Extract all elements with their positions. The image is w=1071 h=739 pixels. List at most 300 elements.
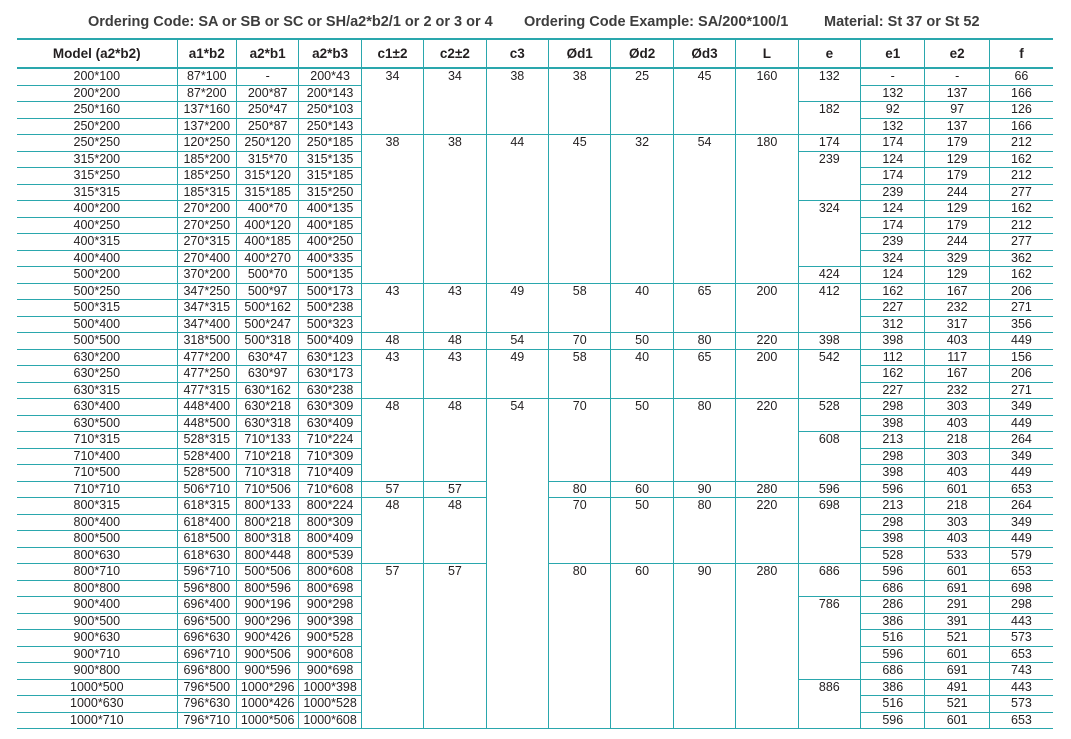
cell-model: 710*710 — [73, 481, 121, 496]
cell-f: 166 — [989, 118, 1053, 135]
cell-a1b2: 596*800 — [177, 580, 236, 597]
cell-L: 280 — [736, 564, 798, 729]
cell-a2b3: 250*143 — [299, 118, 361, 135]
cell-a1b2: 696*630 — [177, 630, 236, 647]
cell-c1: 57 — [361, 564, 423, 729]
cell-f: 162 — [989, 151, 1053, 168]
cell-e1: 386 — [861, 613, 925, 630]
cell-a1b2: 185*315 — [177, 184, 236, 201]
cell-e2: 97 — [925, 102, 989, 119]
cell-f: 449 — [989, 531, 1053, 548]
cell-f: 449 — [989, 415, 1053, 432]
cell-e1: 174 — [861, 135, 925, 152]
cell-f: 264 — [989, 432, 1053, 449]
cell-a2b1: 900*196 — [236, 597, 298, 614]
cell-model: 630*200 — [73, 349, 121, 364]
cell-e: 786 — [798, 597, 860, 680]
col-header-a2b3: a2*b3 — [299, 39, 361, 68]
cell-e: 174 — [798, 135, 860, 152]
table-row — [17, 68, 1053, 85]
cell-model: 500*200 — [73, 267, 121, 281]
cell-e2: 129 — [925, 151, 989, 168]
cell-model: 900*630 — [73, 630, 121, 644]
cell-e: 398 — [798, 333, 860, 350]
cell-e: 698 — [798, 498, 860, 564]
cell-a1b2: 506*710 — [177, 481, 236, 498]
cell-e1: 124 — [861, 201, 925, 218]
cell-e2: 303 — [925, 448, 989, 465]
cell-a2b1: 400*185 — [236, 234, 298, 251]
cell-a1b2: 448*400 — [177, 399, 236, 416]
cell-f: 449 — [989, 333, 1053, 350]
cell-model: 250*160 — [73, 102, 121, 116]
col-header-L: L — [736, 39, 798, 68]
cell-L: 180 — [736, 135, 798, 284]
dimensions-table — [17, 38, 1053, 729]
cell-e2: 117 — [925, 349, 989, 366]
cell-f: 298 — [989, 597, 1053, 614]
cell-d2: 25 — [611, 68, 673, 135]
table-row — [17, 349, 1053, 366]
cell-d2: 40 — [611, 349, 673, 399]
col-header-c3: c3 — [486, 39, 548, 68]
cell-a2b3: 400*335 — [299, 250, 361, 267]
cell-f: 126 — [989, 102, 1053, 119]
cell-e1: 239 — [861, 184, 925, 201]
cell-model: 900*710 — [73, 646, 121, 661]
cell-model: 250*250 — [73, 135, 121, 149]
col-header-e1: e1 — [861, 39, 925, 68]
table-body — [17, 68, 1053, 729]
cell-a2b1: 250*120 — [236, 135, 298, 152]
cell-a2b1: 1000*426 — [236, 696, 298, 713]
cell-a2b3: 900*528 — [299, 630, 361, 647]
cell-f: 653 — [989, 481, 1053, 498]
cell-model: 800*500 — [73, 531, 121, 545]
cell-a1b2: 796*630 — [177, 696, 236, 713]
col-header-model: Model (a2*b2) — [17, 39, 177, 68]
cell-a1b2: 185*250 — [177, 168, 236, 185]
cell-c1: 48 — [361, 399, 423, 482]
cell-e2: 244 — [925, 234, 989, 251]
cell-e1: 132 — [861, 118, 925, 135]
cell-d3: 65 — [673, 283, 735, 333]
cell-c2: 57 — [424, 564, 486, 729]
cell-a2b1: 630*97 — [236, 366, 298, 383]
cell-e1: 686 — [861, 580, 925, 597]
cell-c2: 43 — [424, 349, 486, 399]
cell-a2b1: 800*596 — [236, 580, 298, 597]
cell-e2: 533 — [925, 547, 989, 564]
cell-model: 630*500 — [73, 415, 121, 430]
cell-e: 239 — [798, 151, 860, 201]
cell-model: 500*315 — [73, 300, 121, 314]
cell-model: 315*250 — [73, 168, 121, 182]
cell-a1b2: 796*710 — [177, 712, 236, 729]
col-header-f: f — [989, 39, 1053, 68]
cell-a2b3: 630*173 — [299, 366, 361, 383]
cell-d1: 58 — [549, 349, 611, 399]
cell-f: 271 — [989, 382, 1053, 399]
col-header-c2: c2±2 — [424, 39, 486, 68]
cell-e2: 691 — [925, 663, 989, 680]
cell-d1: 45 — [549, 135, 611, 284]
col-header-d1: Ød1 — [549, 39, 611, 68]
cell-a1b2: 528*315 — [177, 432, 236, 449]
cell-d1: 70 — [549, 333, 611, 350]
cell-model: 400*200 — [73, 201, 121, 215]
cell-a2b3: 710*224 — [299, 432, 361, 449]
cell-e2: 601 — [925, 646, 989, 663]
cell-model: 800*400 — [73, 514, 121, 529]
cell-f: 277 — [989, 184, 1053, 201]
col-header-a2b1: a2*b1 — [236, 39, 298, 68]
cell-d2: 60 — [611, 481, 673, 498]
cell-f: 212 — [989, 217, 1053, 234]
cell-model: 900*500 — [73, 613, 121, 628]
cell-a1b2: 347*250 — [177, 283, 236, 300]
cell-d1: 70 — [549, 399, 611, 482]
cell-a2b3: 900*298 — [299, 597, 361, 614]
cell-f: 573 — [989, 696, 1053, 713]
cell-e1: 112 — [861, 349, 925, 366]
cell-a2b3: 1000*398 — [299, 679, 361, 696]
cell-a2b3: 315*135 — [299, 151, 361, 168]
cell-e2: 317 — [925, 316, 989, 333]
cell-a2b1: 500*247 — [236, 316, 298, 333]
col-header-e: e — [798, 39, 860, 68]
cell-c2: 48 — [424, 498, 486, 564]
cell-a2b3: 800*309 — [299, 514, 361, 531]
cell-a2b1: 710*318 — [236, 465, 298, 482]
cell-e1: - — [861, 68, 925, 85]
cell-f: 206 — [989, 283, 1053, 300]
cell-f: 156 — [989, 349, 1053, 366]
ordering-example-text: Ordering Code Example: SA/200*100/1 — [524, 14, 789, 30]
cell-f: 579 — [989, 547, 1053, 564]
ordering-code-text: Ordering Code: SA or SB or SC or SH/a2*b2/1 or 2 or 3 or 4 — [88, 14, 493, 30]
cell-a1b2: 137*160 — [177, 102, 236, 119]
cell-a2b3: 710*309 — [299, 448, 361, 465]
cell-e: 542 — [798, 349, 860, 399]
cell-d1: 38 — [549, 68, 611, 135]
cell-model: 200*200 — [73, 85, 121, 100]
cell-f: 653 — [989, 712, 1053, 729]
cell-d2: 50 — [611, 498, 673, 564]
cell-a2b1: 500*70 — [236, 267, 298, 284]
cell-e1: 386 — [861, 679, 925, 696]
cell-e2: 303 — [925, 514, 989, 531]
cell-c3: 49 — [486, 283, 548, 333]
cell-a1b2: 618*500 — [177, 531, 236, 548]
cell-model: 1000*500 — [70, 679, 124, 694]
cell-model: 500*400 — [73, 316, 121, 331]
cell-model: 710*315 — [73, 432, 121, 446]
cell-f: 66 — [989, 68, 1053, 85]
cell-a1b2: 528*400 — [177, 448, 236, 465]
cell-e: 608 — [798, 432, 860, 482]
table-row — [17, 135, 1053, 152]
cell-L: 160 — [736, 68, 798, 135]
cell-f: 653 — [989, 564, 1053, 581]
cell-a2b1: 400*70 — [236, 201, 298, 218]
cell-model: 800*630 — [73, 547, 121, 562]
cell-e: 324 — [798, 201, 860, 267]
cell-a2b1: 315*70 — [236, 151, 298, 168]
cell-a2b1: 200*87 — [236, 85, 298, 102]
cell-a1b2: 270*250 — [177, 217, 236, 234]
cell-e1: 528 — [861, 547, 925, 564]
cell-a2b1: 630*162 — [236, 382, 298, 399]
cell-e: 528 — [798, 399, 860, 432]
cell-a1b2: 618*400 — [177, 514, 236, 531]
cell-e1: 162 — [861, 366, 925, 383]
cell-e1: 298 — [861, 399, 925, 416]
cell-a2b1: 900*506 — [236, 646, 298, 663]
cell-e2: 391 — [925, 613, 989, 630]
cell-a1b2: 696*400 — [177, 597, 236, 614]
cell-model: 200*100 — [73, 69, 121, 83]
table-row — [17, 283, 1053, 300]
cell-e1: 92 — [861, 102, 925, 119]
cell-e: 886 — [798, 679, 860, 729]
cell-a2b3: 800*409 — [299, 531, 361, 548]
cell-f: 743 — [989, 663, 1053, 680]
cell-c2: 48 — [424, 399, 486, 482]
cell-model: 500*500 — [73, 333, 121, 347]
cell-d1: 80 — [549, 481, 611, 498]
cell-c1: 38 — [361, 135, 423, 284]
cell-f: 206 — [989, 366, 1053, 383]
cell-a1b2: 477*200 — [177, 349, 236, 366]
cell-c2: 34 — [424, 68, 486, 135]
cell-e2: 232 — [925, 382, 989, 399]
cell-e1: 324 — [861, 250, 925, 267]
cell-e2: 291 — [925, 597, 989, 614]
cell-e2: 403 — [925, 465, 989, 482]
cell-a2b3: 500*409 — [299, 333, 361, 350]
cell-a2b3: 800*608 — [299, 564, 361, 581]
cell-a2b1: 800*133 — [236, 498, 298, 515]
cell-f: 349 — [989, 399, 1053, 416]
cell-a2b1: 630*218 — [236, 399, 298, 416]
cell-d2: 40 — [611, 283, 673, 333]
header-bar — [0, 14, 1071, 34]
cell-e1: 596 — [861, 564, 925, 581]
cell-a2b3: 800*698 — [299, 580, 361, 597]
cell-e2: 129 — [925, 267, 989, 284]
cell-a1b2: 618*630 — [177, 547, 236, 564]
cell-e2: 167 — [925, 366, 989, 383]
cell-f: 166 — [989, 85, 1053, 102]
cell-model: 315*200 — [73, 151, 121, 166]
cell-model: 630*250 — [73, 366, 121, 380]
col-header-a1b2: a1*b2 — [177, 39, 236, 68]
cell-e1: 174 — [861, 217, 925, 234]
cell-a2b1: - — [236, 68, 298, 85]
cell-e1: 686 — [861, 663, 925, 680]
cell-a2b3: 500*323 — [299, 316, 361, 333]
cell-a1b2: 370*200 — [177, 267, 236, 284]
cell-a2b1: 250*87 — [236, 118, 298, 135]
cell-a1b2: 477*315 — [177, 382, 236, 399]
cell-model: 630*315 — [73, 382, 121, 397]
cell-c3: 49 — [486, 349, 548, 399]
cell-e2: 491 — [925, 679, 989, 696]
cell-e1: 174 — [861, 168, 925, 185]
cell-c2: 57 — [424, 481, 486, 498]
cell-e2: 129 — [925, 201, 989, 218]
cell-a2b1: 630*47 — [236, 349, 298, 366]
cell-d2: 50 — [611, 399, 673, 482]
cell-a1b2: 477*250 — [177, 366, 236, 383]
cell-c1: 48 — [361, 333, 423, 350]
cell-a2b1: 630*318 — [236, 415, 298, 432]
cell-a2b3: 1000*608 — [299, 712, 361, 729]
cell-e1: 124 — [861, 151, 925, 168]
cell-a1b2: 270*200 — [177, 201, 236, 218]
cell-d2: 32 — [611, 135, 673, 284]
col-header-c1: c1±2 — [361, 39, 423, 68]
cell-f: 362 — [989, 250, 1053, 267]
cell-e2: 179 — [925, 217, 989, 234]
cell-e2: 179 — [925, 168, 989, 185]
cell-a2b1: 250*47 — [236, 102, 298, 119]
cell-e1: 286 — [861, 597, 925, 614]
cell-a1b2: 596*710 — [177, 564, 236, 581]
cell-d2: 50 — [611, 333, 673, 350]
cell-e2: 218 — [925, 498, 989, 515]
cell-L: 220 — [736, 399, 798, 482]
cell-f: 212 — [989, 168, 1053, 185]
cell-a1b2: 696*500 — [177, 613, 236, 630]
cell-a2b1: 710*218 — [236, 448, 298, 465]
cell-e1: 516 — [861, 630, 925, 647]
cell-a2b1: 500*318 — [236, 333, 298, 350]
cell-a2b3: 400*250 — [299, 234, 361, 251]
cell-a2b1: 1000*296 — [236, 679, 298, 696]
col-header-d2: Ød2 — [611, 39, 673, 68]
table-row — [17, 333, 1053, 350]
cell-c1: 48 — [361, 498, 423, 564]
cell-e2: 218 — [925, 432, 989, 449]
cell-a1b2: 618*315 — [177, 498, 236, 515]
cell-c2: 38 — [424, 135, 486, 284]
cell-a2b3: 500*173 — [299, 283, 361, 300]
cell-f: 698 — [989, 580, 1053, 597]
cell-model: 400*250 — [73, 217, 121, 232]
cell-e2: 403 — [925, 531, 989, 548]
cell-e1: 596 — [861, 481, 925, 498]
cell-e1: 398 — [861, 333, 925, 350]
cell-a2b1: 800*448 — [236, 547, 298, 564]
cell-a2b3: 250*103 — [299, 102, 361, 119]
cell-model: 315*315 — [73, 184, 121, 199]
cell-f: 212 — [989, 135, 1053, 152]
cell-a1b2: 448*500 — [177, 415, 236, 432]
cell-a2b3: 900*398 — [299, 613, 361, 630]
cell-e2: 521 — [925, 696, 989, 713]
cell-model: 630*400 — [73, 399, 121, 413]
cell-d3: 45 — [673, 68, 735, 135]
cell-a2b3: 630*123 — [299, 349, 361, 366]
cell-a1b2: 270*400 — [177, 250, 236, 267]
cell-a2b1: 400*120 — [236, 217, 298, 234]
cell-f: 443 — [989, 613, 1053, 630]
material-text: Material: St 37 or St 52 — [824, 14, 980, 30]
cell-d1: 58 — [549, 283, 611, 333]
cell-f: 271 — [989, 300, 1053, 317]
cell-a1b2: 528*500 — [177, 465, 236, 482]
cell-e2: 601 — [925, 712, 989, 729]
cell-a2b3: 710*608 — [299, 481, 361, 498]
cell-e1: 227 — [861, 300, 925, 317]
cell-f: 443 — [989, 679, 1053, 696]
cell-a2b1: 1000*506 — [236, 712, 298, 729]
cell-model: 900*400 — [73, 597, 121, 611]
cell-a2b3: 250*185 — [299, 135, 361, 152]
cell-a2b1: 710*133 — [236, 432, 298, 449]
cell-model: 710*500 — [73, 465, 121, 479]
cell-f: 277 — [989, 234, 1053, 251]
cell-d1: 70 — [549, 498, 611, 564]
cell-e1: 298 — [861, 514, 925, 531]
cell-a2b1: 315*120 — [236, 168, 298, 185]
cell-e1: 516 — [861, 696, 925, 713]
cell-e2: 601 — [925, 564, 989, 581]
cell-a2b1: 800*218 — [236, 514, 298, 531]
cell-model: 800*315 — [73, 498, 121, 512]
cell-e2: 232 — [925, 300, 989, 317]
cell-a2b3: 900*608 — [299, 646, 361, 663]
cell-e2: 403 — [925, 415, 989, 432]
cell-model: 400*400 — [73, 250, 121, 265]
cell-a2b1: 500*162 — [236, 300, 298, 317]
cell-a1b2: 696*800 — [177, 663, 236, 680]
cell-d2: 60 — [611, 564, 673, 729]
cell-a2b3: 200*43 — [299, 68, 361, 85]
cell-c1: 43 — [361, 349, 423, 399]
cell-e2: 167 — [925, 283, 989, 300]
cell-d3: 80 — [673, 498, 735, 564]
cell-a2b3: 315*185 — [299, 168, 361, 185]
cell-model: 1000*630 — [70, 696, 124, 710]
cell-a2b1: 900*296 — [236, 613, 298, 630]
cell-d1: 80 — [549, 564, 611, 729]
cell-a2b3: 710*409 — [299, 465, 361, 482]
cell-d3: 65 — [673, 349, 735, 399]
cell-model: 400*315 — [73, 234, 121, 248]
cell-e2: 403 — [925, 333, 989, 350]
cell-a1b2: 696*710 — [177, 646, 236, 663]
cell-model: 1000*710 — [70, 712, 124, 727]
cell-a2b3: 500*135 — [299, 267, 361, 284]
cell-c2: 48 — [424, 333, 486, 350]
cell-a2b1: 500*97 — [236, 283, 298, 300]
cell-d3: 54 — [673, 135, 735, 284]
cell-a1b2: 87*100 — [177, 68, 236, 85]
cell-a2b1: 500*506 — [236, 564, 298, 581]
cell-a1b2: 796*500 — [177, 679, 236, 696]
cell-f: 264 — [989, 498, 1053, 515]
cell-e2: - — [925, 68, 989, 85]
cell-a2b3: 800*224 — [299, 498, 361, 515]
cell-c2: 43 — [424, 283, 486, 333]
cell-e: 412 — [798, 283, 860, 333]
cell-f: 449 — [989, 465, 1053, 482]
cell-e1: 239 — [861, 234, 925, 251]
cell-e1: 312 — [861, 316, 925, 333]
